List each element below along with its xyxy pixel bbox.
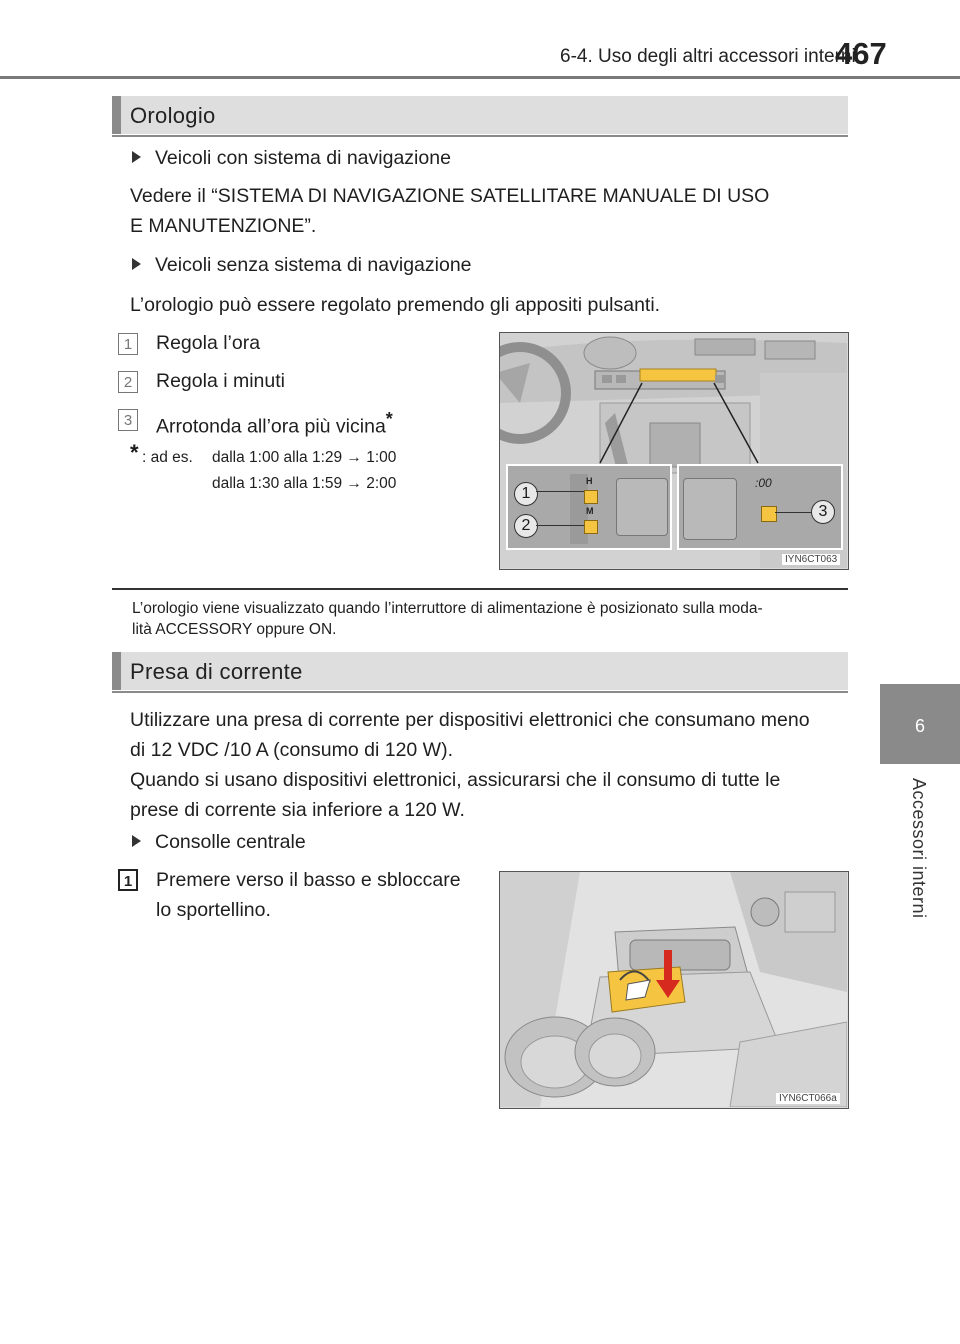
footnote-star: *: [385, 409, 393, 429]
page-number: 467: [835, 36, 887, 71]
bullet-with-navigation: Veicoli con sistema di navigazione: [132, 147, 451, 170]
callout-2: 2: [514, 514, 538, 538]
paragraph-power-limit: Utilizzare una presa di corrente per dispositivi elettronici che consumano meno di 12 VDC /10 A (consumo di 120 W). Quando si usano dispositivi elettronici, assicurarsi che il consumo di tutte le prese di corrente sia inferiore a 120 W.: [130, 709, 810, 821]
round-button-icon: [761, 506, 777, 522]
step-number-badge: 1: [118, 869, 138, 891]
chapter-tab-label: [880, 764, 960, 984]
screen-inset: [683, 478, 737, 540]
item-adjust-minutes: Regola i minuti: [156, 370, 285, 392]
figure-code: IYN6CT063: [782, 554, 840, 565]
section-title: Orologio: [130, 103, 216, 128]
minute-button-icon: [584, 520, 598, 534]
console-figure: [499, 871, 849, 1109]
section-heading-clock: [112, 96, 848, 134]
clock-figure: [499, 332, 849, 570]
item-number-badge: 1: [118, 333, 138, 355]
header-rule: [0, 76, 960, 79]
footnote-prefix: : ad es.: [142, 449, 193, 466]
paragraph-see-manual: Vedere il “SISTEMA DI NAVIGAZIONE SATELLITARE MANUALE DI USO E MANUTENZIONE”.: [130, 185, 770, 237]
section-title: Presa di corrente: [130, 659, 303, 684]
item-number-badge: 3: [118, 409, 138, 431]
note-divider: [112, 588, 848, 590]
item-adjust-hour: Regola l’ora: [156, 332, 261, 354]
inset-hour-minute-buttons: [506, 464, 672, 550]
section-heading-power-outlet: [112, 652, 848, 690]
console-illustration: [500, 872, 847, 1107]
hour-button-label: H: [586, 476, 593, 486]
chapter-title: Accessori interni: [909, 778, 929, 919]
footnote-star: *: [130, 440, 139, 465]
chapter-tab: [880, 684, 960, 764]
clock-display-label: :00: [755, 476, 772, 490]
paragraph-clock-adjust: L’orologio può essere regolato premendo gli appositi pulsanti.: [130, 294, 661, 316]
triangle-bullet-icon: [132, 835, 141, 847]
item-number-badge: 2: [118, 371, 138, 393]
bullet-without-navigation: Veicoli senza sistema di navigazione: [132, 254, 472, 277]
item-round-hour: Arrotonda all’ora più vicina*: [156, 409, 393, 438]
footnote-line1: dalla 1:00 alla 1:29 → 1:00: [212, 449, 397, 466]
bullet-center-console: Consolle centrale: [132, 831, 306, 854]
triangle-bullet-icon: [132, 151, 141, 163]
footnote-line2: dalla 1:30 alla 1:59 → 2:00: [212, 475, 397, 492]
screen-inset: [616, 478, 668, 536]
figure-code: IYN6CT066a: [776, 1093, 840, 1104]
inset-round-button: [677, 464, 843, 550]
hour-button-icon: [584, 490, 598, 504]
step-instruction: Premere verso il basso e sbloccare lo sportellino.: [156, 869, 461, 921]
callout-3: 3: [811, 500, 835, 524]
clock-note: L’orologio viene visualizzato quando l’interruttore di alimentazione è posizionato sulla moda- lità ACCESSORY oppure ON.: [132, 600, 763, 638]
callout-1: 1: [514, 482, 538, 506]
triangle-bullet-icon: [132, 258, 141, 270]
running-header: 6-4. Uso degli altri accessori interni: [560, 46, 856, 67]
chapter-number: 6: [914, 716, 925, 736]
minute-button-label: M: [586, 506, 594, 516]
